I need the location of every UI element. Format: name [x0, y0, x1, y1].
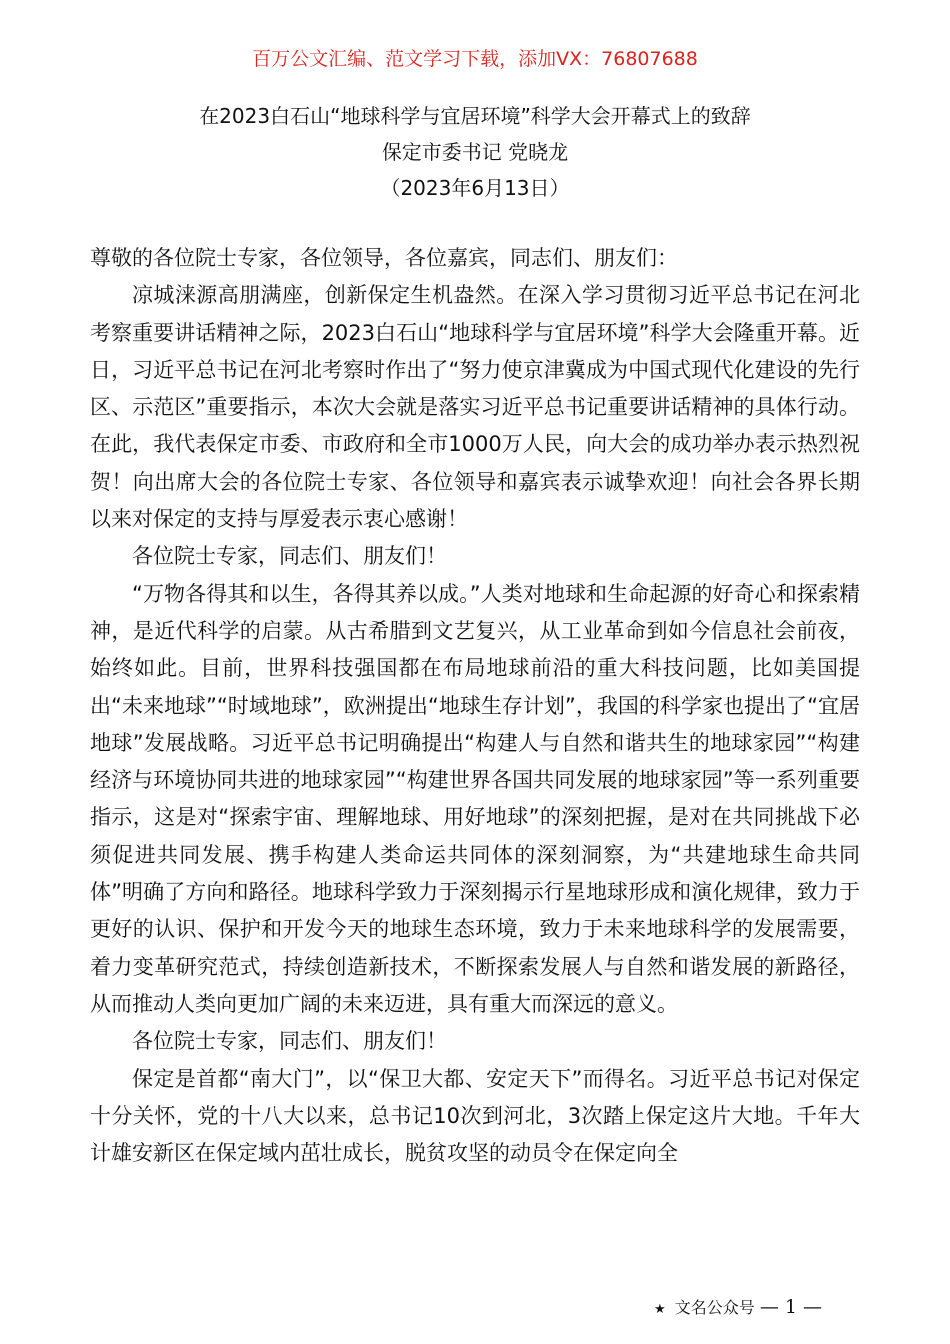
author-line: 保定市委书记 党晓龙 [381, 140, 569, 164]
document-title: 在2023白石山“地球科学与宜居环境”科学大会开幕式上的致辞 [199, 104, 751, 128]
paragraph-3: 保定是首都“南大门”，以“保卫大都、安定天下”而得名。习近平总书记对保定十分关怀，党的十八大以来，总书记10次到河北，3次踏上保定这片大地。千年大计雄安新区在保定域内茁壮成长，脱贫攻坚的动员令在保定向全 [90, 1066, 860, 1166]
greeting-2: 各位院士专家，同志们、朋友们！ [132, 544, 447, 569]
document-body [90, 240, 860, 1172]
paragraph-2: “万物各得其和以生，各得其养以成。”人类对地球和生命起源的好奇心和探索精神，是近代科学的启蒙。从古希腊到文艺复兴，从工业革命到如今信息社会前夜，始终如此。目前，世界科技强国都在布局地球前沿的重大科技问题，比如美国提出“未来地球”“时域地球”，欧洲提出“地球生存计划”，我国的科学家也提出了“宜居地球”发展战略。习近平总书记明确提出“构建人与自然和谐共生的地球家园”“构建经济与环境协同共进的地球家园”“构建世界各国共同发展的地球家园”等一系列重要指示，这是对“探索宇宙、理解地球、用好地球”的深刻把握，是对在共同挑战下必须促进共同发展、携手构建人类命运共同体的深刻洞察，为“共建地球生命共同体”明确了方向和路径。地球科学致力于深刻揭示行星地球形成和演化规律，致力于更好的认识、保护和开发今天的地球生态环境，致力于未来地球科学的发展需要，着力变革研究范式，持续创造新技术，不断探索发展人与自然和谐发展的新路径，从而推动人类向更加广阔的未来迈进，具有重大而深远的意义。 [90, 581, 860, 1016]
watermark-banner: 百万公文汇编、范文学习下载，添加VX：76807688 [252, 48, 698, 70]
date-line: （2023年6月13日） [380, 176, 570, 200]
star-icon: ★ [653, 1302, 666, 1317]
title-block [0, 98, 950, 206]
salutation: 尊敬的各位院士专家，各位领导，各位嘉宾，同志们、朋友们： [90, 246, 678, 270]
paragraph-1: 凉城涞源高朋满座，创新保定生机盎然。在深入学习贯彻习近平总书记在河北考察重要讲话精神之际，2023白石山“地球科学与宜居环境”科学大会隆重开幕。近日，习近平总书记在河北考察时作出了“努力使京津冀成为中国式现代化建设的先行区、示范区”重要指示，本次大会就是落实习近平总书记重要讲话精神的具体行动。在此，我代表保定市委、市政府和全市1000万人民，向大会的成功举办表示热烈祝贺！向出席大会的各位院士专家、各位领导和嘉宾表示诚挚欢迎！向社会各界长期以来对保定的支持与厚爱表示衷心感谢！ [90, 283, 860, 532]
page-number: — 1 — [759, 1296, 822, 1318]
page-footer [654, 1296, 822, 1321]
footer-source: 文名公众号 [674, 1298, 755, 1317]
greeting-3: 各位院士专家，同志们、朋友们！ [132, 1029, 447, 1054]
